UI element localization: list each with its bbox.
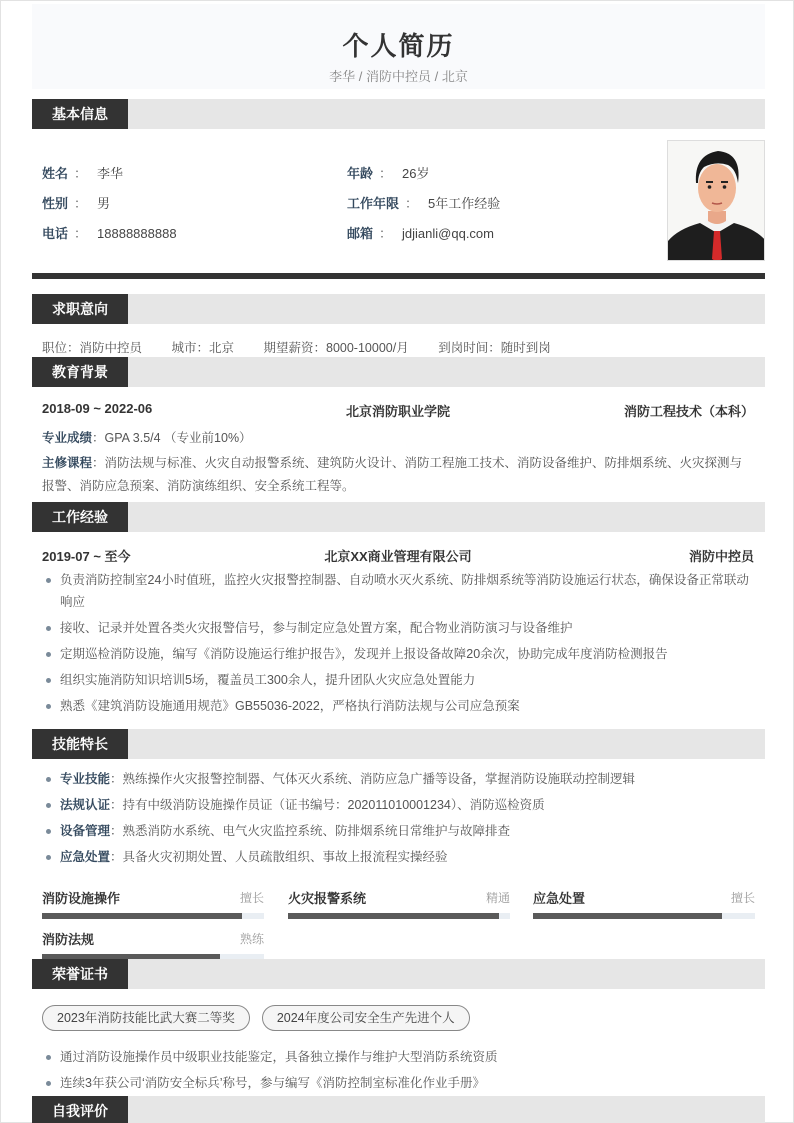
section-header-honors (32, 959, 765, 989)
info-value: 男 (97, 196, 111, 211)
honor-tag: 2024年度公司安全生产先进个人 (262, 1005, 470, 1031)
section-title: 技能特长 (32, 729, 128, 759)
skills-list (42, 768, 754, 872)
section-divider (32, 273, 765, 279)
colon: ： (379, 166, 393, 181)
education-major: 消防工程技术（本科） (623, 404, 754, 419)
courses-value: ：消防法规与标准、火灾自动报警系统、建筑防火设计、消防工程施工技术、消防设备维护、防排烟系统、火灾探测与报警、消防应急预案、消防演练组织、安全系统工程等。 (42, 456, 743, 493)
info-phone (42, 223, 177, 242)
job-intent-row (42, 338, 551, 356)
education-gpa (42, 428, 252, 446)
section-title: 求职意向 (32, 294, 128, 324)
colon: ： (74, 196, 88, 211)
skill-text: ：熟练操作火灾报警控制器、气体灭火系统、消防应急广播等设备，掌握消防设施联动控制逻辑 (110, 772, 636, 786)
skill-label: 法规认证 (60, 798, 111, 812)
skill-progress-fill (42, 913, 242, 919)
colon: ： (379, 226, 393, 241)
intent-position: 职位：消防中控员 (42, 341, 143, 355)
info-value: jdjianli@qq.com (402, 226, 494, 241)
page-title: 个人简历 (342, 31, 455, 61)
courses-label: 主修课程 (42, 456, 93, 470)
skill-level: 熟练 (239, 932, 264, 946)
info-label: 年龄 (347, 166, 374, 181)
page-subtitle: 李华 / 消防中控员 / 北京 (329, 69, 468, 84)
skill-level: 擅长 (239, 891, 264, 905)
work-company: 北京XX商业管理有限公司 (324, 549, 472, 564)
skill-label: 应急处置 (60, 850, 111, 864)
section-header-intent (32, 294, 765, 324)
skill-progress-track (288, 913, 510, 919)
intent-arrival: 到岗时间：随时到岗 (438, 341, 551, 355)
skill-bar-item (42, 888, 264, 907)
skill-name: 消防设施操作 (42, 891, 121, 906)
skill-label: 设备管理 (60, 824, 111, 838)
avatar-photo (667, 140, 765, 261)
section-title: 基本信息 (32, 99, 128, 129)
section-title: 荣誉证书 (32, 959, 128, 989)
work-role: 消防中控员 (688, 549, 754, 564)
info-value: 18888888888 (97, 226, 177, 241)
intent-city: 城市：北京 (171, 341, 235, 355)
gpa-value: ：GPA 3.5/4 （专业前10%） (92, 431, 252, 445)
list-item: 熟悉《建筑消防设施通用规范》GB55036-2022，严格执行消防法规与公司应急预案 (42, 695, 754, 717)
skill-progress-fill (288, 913, 499, 919)
section-header-skills (32, 729, 765, 759)
section-header-work (32, 502, 765, 532)
list-item: 组织实施消防知识培训5场，覆盖员工300余人，提升团队火灾应急处置能力 (42, 669, 754, 691)
intent-salary: 期望薪资：8000-10000/月 (263, 341, 409, 355)
info-value: 李华 (97, 166, 124, 181)
skill-text: ：具备火灾初期处置、人员疏散组织、事故上报流程实操经验 (110, 850, 448, 864)
education-school: 北京消防职业学院 (345, 404, 450, 419)
work-period: 2019-07 ~ 至今 (42, 549, 131, 564)
list-item: 连续3年获公司‘消防安全标兵’称号，参与编写《消防控制室标准化作业手册》 (42, 1072, 754, 1094)
colon: ： (405, 196, 419, 211)
info-label: 姓名 (42, 166, 69, 181)
honor-tags (42, 1005, 470, 1031)
list-item: 通过消防设施操作员中级职业技能鉴定，具备独立操作与维护大型消防系统资质 (42, 1046, 754, 1068)
skill-bar-item (288, 888, 510, 907)
list-item (42, 794, 754, 816)
section-header-education (32, 357, 765, 387)
info-label: 工作年限 (347, 196, 400, 211)
colon: ： (74, 226, 88, 241)
education-header-row (42, 401, 754, 419)
list-item (42, 846, 754, 868)
skill-level: 擅长 (730, 891, 755, 905)
education-courses (42, 452, 754, 498)
skill-text: ：熟悉消防水系统、电气火灾监控系统、防排烟系统日常维护与故障排查 (110, 824, 511, 838)
section-header-basic (32, 99, 765, 129)
skill-name: 消防法规 (42, 932, 95, 947)
section-title: 自我评价 (32, 1096, 128, 1123)
info-label: 性别 (42, 196, 69, 211)
skill-progress-track (533, 913, 755, 919)
skill-name: 火灾报警系统 (288, 891, 367, 906)
info-value: 5年工作经验 (428, 196, 501, 211)
skill-progress-fill (533, 913, 722, 919)
colon: ： (74, 166, 88, 181)
skill-bar-item (42, 929, 264, 948)
info-email (347, 223, 494, 242)
list-item (42, 820, 754, 842)
info-age (347, 163, 430, 182)
list-item: 定期巡检消防设施，编写《消防设施运行维护报告》，发现并上报设备故障20余次，协助完成年度消防检测报告 (42, 643, 754, 665)
skill-label: 专业技能 (60, 772, 111, 786)
section-title: 教育背景 (32, 357, 128, 387)
info-years (347, 193, 500, 212)
info-gender (42, 193, 110, 212)
section-header-self-eval (32, 1096, 765, 1123)
education-period: 2018-09 ~ 2022-06 (42, 401, 153, 416)
skill-progress-track (42, 913, 264, 919)
list-item: 负责消防控制室24小时值班，监控火灾报警控制器、自动喷水灭火系统、防排烟系统等消防设施运行状态，确保设备正常联动响应 (42, 569, 754, 613)
skill-name: 应急处置 (533, 891, 586, 906)
skill-text: ：持有中级消防设施操作员证（证书编号：202011010001234）、消防巡检资质 (110, 798, 545, 812)
honor-tag: 2023年消防技能比武大赛二等奖 (42, 1005, 250, 1031)
section-title: 工作经验 (32, 502, 128, 532)
info-name (42, 163, 123, 182)
gpa-label: 专业成绩 (42, 431, 93, 445)
avatar-illustration-icon (668, 141, 765, 261)
skill-bar-item (533, 888, 755, 907)
honors-list (42, 1046, 754, 1098)
skill-level: 精通 (485, 891, 510, 905)
work-duties-list (42, 569, 754, 721)
info-value: 26岁 (402, 166, 430, 181)
work-header-row (42, 546, 754, 565)
info-label: 邮箱 (347, 226, 374, 241)
list-item (42, 768, 754, 790)
resume-header (32, 4, 765, 89)
list-item: 接收、记录并处置各类火灾报警信号，参与制定应急处置方案，配合物业消防演习与设备维护 (42, 617, 754, 639)
info-label: 电话 (42, 226, 69, 241)
